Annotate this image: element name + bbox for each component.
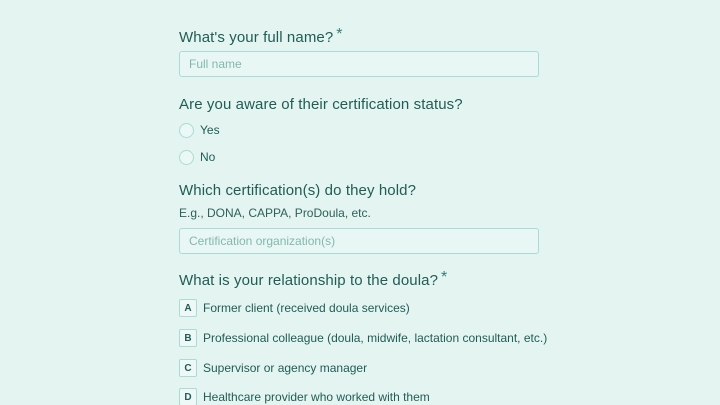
choice-key-badge: B — [179, 329, 197, 347]
radio-circle[interactable] — [179, 150, 194, 165]
certifications-helper-text: E.g., DONA, CAPPA, ProDoula, etc. — [179, 206, 371, 220]
radio-no[interactable] — [179, 148, 215, 166]
choice-label: Supervisor or agency manager — [203, 361, 368, 375]
choice-c[interactable] — [179, 358, 367, 378]
choice-label: Healthcare provider who worked with them — [203, 390, 430, 404]
radio-circle[interactable] — [179, 123, 194, 138]
relationship-question — [179, 269, 448, 290]
choice-key-badge: D — [179, 388, 197, 405]
relationship-question-text: What is your relationship to the doula? — [179, 272, 439, 289]
full-name-question — [179, 26, 343, 47]
choice-label: Professional colleague (doula, midwife, lactation consultant, etc.) — [203, 331, 548, 345]
choice-key-badge: A — [179, 299, 197, 317]
certification-status-question: Are you aware of their certification status? — [179, 96, 463, 113]
radio-yes-label: Yes — [200, 123, 220, 137]
radio-no-label: No — [200, 150, 216, 164]
choice-key-badge: C — [179, 359, 197, 377]
choice-d[interactable] — [179, 387, 430, 405]
required-asterisk: * — [336, 26, 343, 43]
choice-a[interactable] — [179, 298, 410, 318]
choice-b[interactable] — [179, 328, 547, 348]
full-name-question-text: What's your full name? — [179, 29, 334, 46]
certification-organization-input[interactable] — [179, 228, 539, 254]
radio-yes[interactable] — [179, 121, 220, 139]
certifications-question: Which certification(s) do they hold? — [179, 182, 417, 199]
full-name-input[interactable] — [179, 51, 539, 77]
choice-label: Former client (received doula services) — [203, 301, 410, 315]
required-asterisk: * — [441, 269, 448, 286]
